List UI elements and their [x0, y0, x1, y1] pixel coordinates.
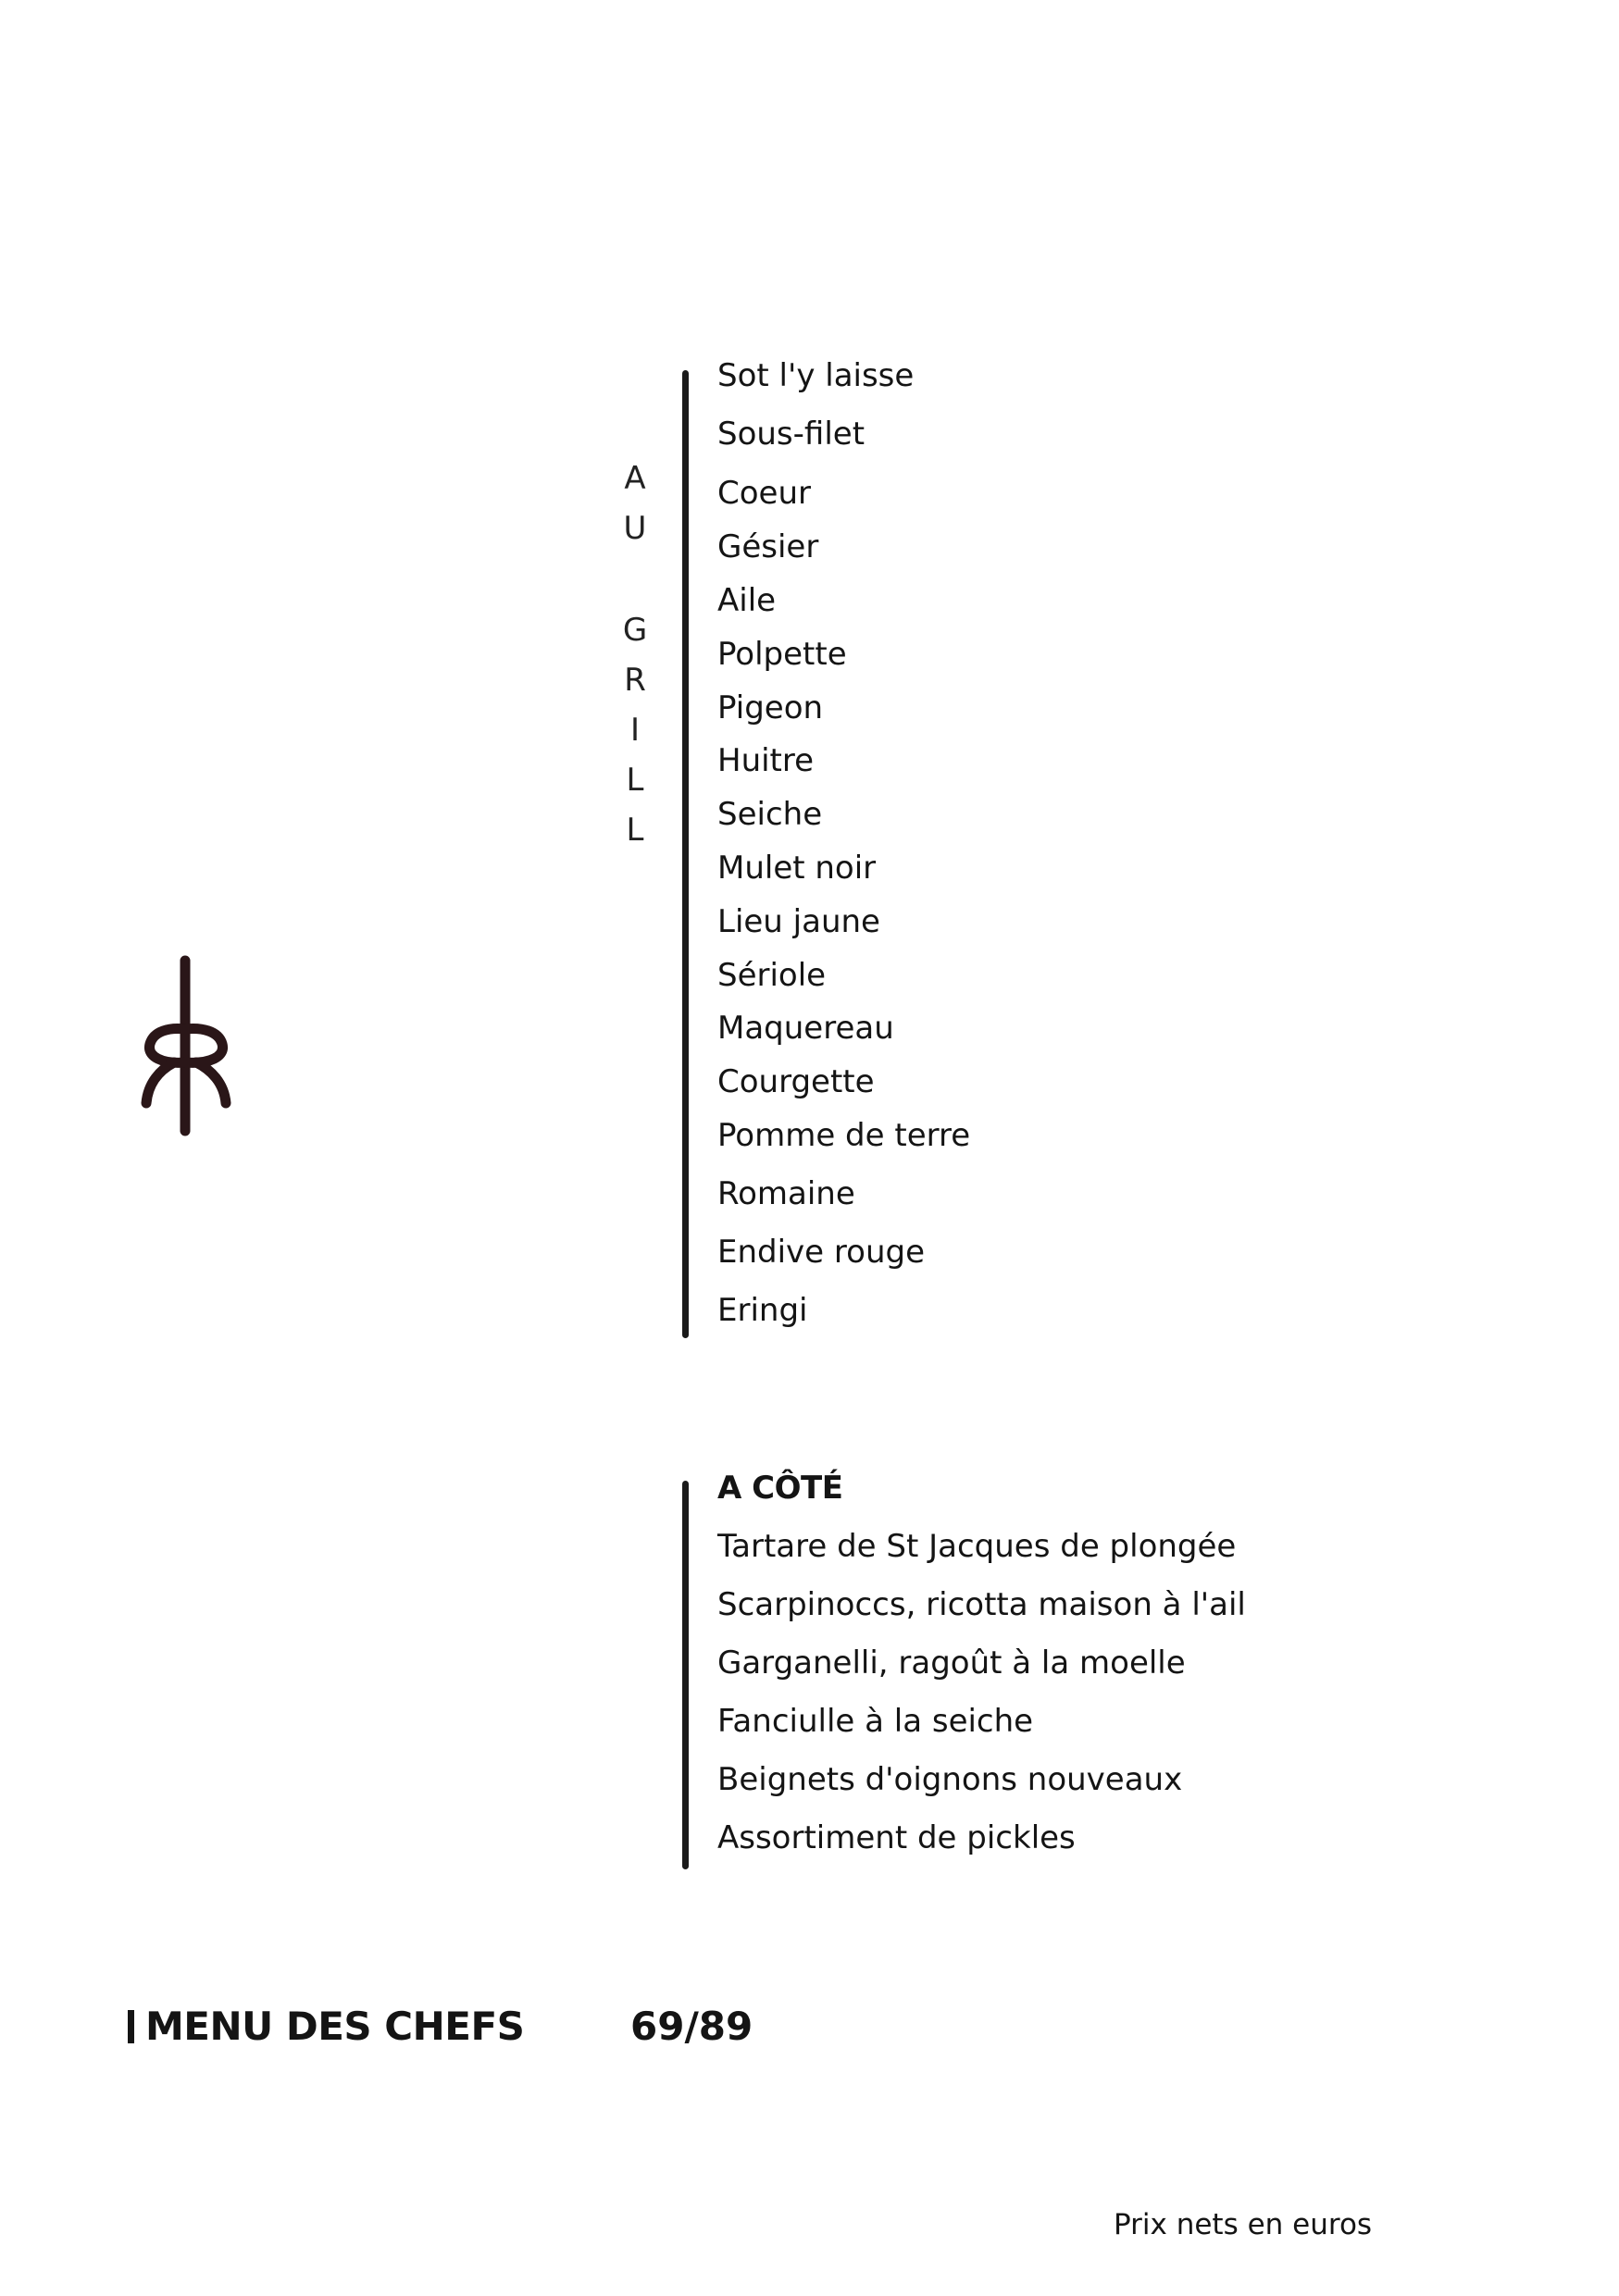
- menu-item: Courgette: [717, 1063, 875, 1100]
- tick-mark: [128, 2010, 134, 2043]
- title-letter: L: [626, 812, 644, 849]
- menu-item: Mulet noir: [717, 850, 877, 887]
- menu-item: Endive rouge: [717, 1234, 925, 1271]
- menu-des-chefs-label: [128, 2004, 524, 2050]
- cote-divider-bar: [682, 1481, 689, 1869]
- grill-divider-bar: [682, 370, 689, 1338]
- restaurant-logo: [137, 953, 239, 1138]
- menu-item: Scarpinoccs, ricotta maison à l'ail: [717, 1586, 1246, 1623]
- menu-item: Sériole: [717, 957, 827, 994]
- a-cote-heading: A CÔTÉ: [717, 1470, 843, 1507]
- menu-item: Lieu jaune: [717, 903, 880, 940]
- menu-item: Beignets d'oignons nouveaux: [717, 1761, 1183, 1798]
- menu-item: Eringi: [717, 1292, 808, 1329]
- title-letter: L: [626, 762, 644, 799]
- title-letter: U: [623, 510, 647, 547]
- menu-item: Huitre: [717, 742, 815, 779]
- menu-item: Gésier: [717, 528, 819, 565]
- menu-item: Sot l'y laisse: [717, 357, 915, 394]
- title-letter: G: [622, 612, 648, 649]
- au-grill-vertical-title: [616, 453, 654, 855]
- menu-item: Garganelli, ragoût à la moelle: [717, 1644, 1186, 1682]
- menu-item: Assortiment de pickles: [717, 1819, 1076, 1856]
- menu-item: Polpette: [717, 636, 847, 673]
- menu-price: 69/89: [630, 2004, 753, 2049]
- menu-item: Maquereau: [717, 1010, 894, 1047]
- menu-item: Pigeon: [717, 689, 824, 726]
- rr-monogram-icon: [137, 953, 239, 1138]
- menu-item: Romaine: [717, 1175, 855, 1212]
- menu-item: Tartare de St Jacques de plongée: [717, 1528, 1237, 1565]
- menu-item: Sous-filet: [717, 416, 866, 453]
- menu-item: Fanciulle à la seiche: [717, 1703, 1034, 1740]
- menu-item: Coeur: [717, 475, 811, 512]
- menu-item: Seiche: [717, 796, 823, 833]
- title-gap: [616, 553, 654, 605]
- title-letter: R: [624, 662, 646, 699]
- menu-item: Aile: [717, 582, 777, 619]
- menu-label-text: MENU DES CHEFS: [145, 2004, 525, 2049]
- title-letter: I: [629, 712, 641, 749]
- title-letter: A: [624, 460, 646, 497]
- menu-item: Pomme de terre: [717, 1117, 971, 1154]
- price-note: Prix nets en euros: [1114, 2208, 1373, 2241]
